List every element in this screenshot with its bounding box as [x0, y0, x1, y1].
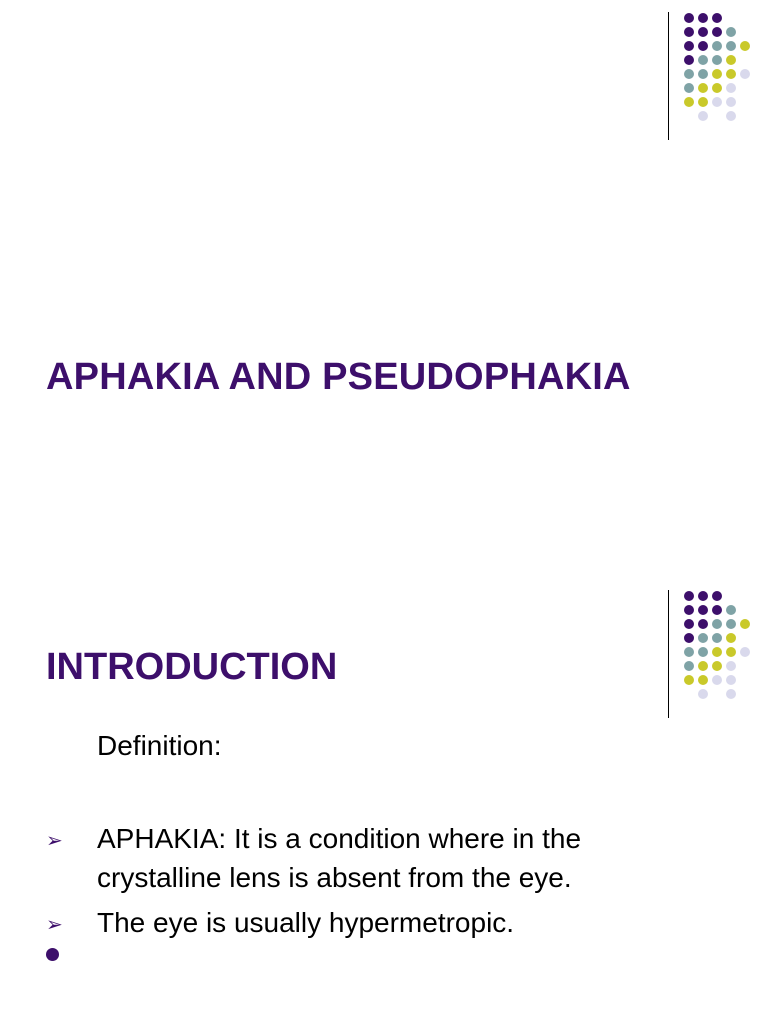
decorative-dot-grid	[668, 590, 758, 720]
dot-mark	[726, 689, 736, 699]
dot-mark	[712, 97, 722, 107]
arrow-bullet-icon: ➢	[46, 830, 63, 852]
dot-mark	[712, 619, 722, 629]
dot-mark	[698, 633, 708, 643]
dot-mark	[726, 675, 736, 685]
dot-mark	[698, 97, 708, 107]
dot-mark	[712, 675, 722, 685]
dot-mark	[684, 591, 694, 601]
bullet-dot-icon	[46, 948, 59, 961]
dot-grid-graphic	[668, 12, 758, 142]
dot-mark	[712, 633, 722, 643]
dot-mark	[726, 41, 736, 51]
dot-mark	[712, 591, 722, 601]
dot-mark	[684, 13, 694, 23]
list-item-text: APHAKIA: It is a condition where in the crystalline lens is absent from the eye.	[97, 823, 582, 893]
dot-mark	[726, 633, 736, 643]
dot-mark	[698, 13, 708, 23]
dot-mark	[684, 675, 694, 685]
dot-mark	[712, 69, 722, 79]
dot-mark	[740, 619, 750, 629]
dot-mark	[726, 605, 736, 615]
dot-mark	[726, 83, 736, 93]
slide-introduction	[0, 512, 768, 1024]
dot-mark	[726, 69, 736, 79]
dot-mark	[684, 27, 694, 37]
dot-mark	[698, 675, 708, 685]
dot-mark	[684, 605, 694, 615]
dot-mark	[726, 111, 736, 121]
dot-mark	[712, 55, 722, 65]
dot-grid-graphic	[668, 590, 758, 720]
dot-mark	[684, 633, 694, 643]
dot-mark	[698, 41, 708, 51]
dot-mark	[726, 619, 736, 629]
arrow-bullet-icon: ➢	[46, 914, 63, 936]
dot-mark	[726, 27, 736, 37]
dot-mark	[698, 661, 708, 671]
dot-mark	[698, 69, 708, 79]
dot-mark	[740, 647, 750, 657]
dot-mark	[698, 605, 708, 615]
dot-mark	[684, 41, 694, 51]
dot-mark	[698, 55, 708, 65]
dot-mark	[698, 27, 708, 37]
list-item-text: Definition:	[97, 730, 222, 761]
dot-mark	[684, 83, 694, 93]
dot-mark	[740, 69, 750, 79]
dot-mark	[726, 97, 736, 107]
dot-mark	[684, 69, 694, 79]
dot-mark	[684, 661, 694, 671]
section-heading: INTRODUCTION	[46, 646, 338, 688]
dot-mark	[712, 41, 722, 51]
list-item-text: The eye is usually hypermetropic.	[97, 907, 515, 938]
dot-mark	[712, 13, 722, 23]
dot-mark	[698, 689, 708, 699]
dot-mark	[698, 111, 708, 121]
dot-mark	[726, 647, 736, 657]
dot-mark	[740, 41, 750, 51]
decorative-dot-grid	[668, 12, 758, 142]
dot-mark	[698, 619, 708, 629]
dot-mark	[698, 647, 708, 657]
dot-mark	[712, 661, 722, 671]
dot-mark	[684, 55, 694, 65]
slide-title-text: APHAKIA AND PSEUDOPHAKIA	[46, 356, 631, 398]
dot-mark	[684, 647, 694, 657]
dot-mark	[726, 55, 736, 65]
dot-mark	[712, 83, 722, 93]
dot-mark	[726, 661, 736, 671]
dot-mark	[712, 27, 722, 37]
dot-mark	[684, 619, 694, 629]
dot-mark	[698, 83, 708, 93]
dot-mark	[712, 647, 722, 657]
dot-mark	[684, 97, 694, 107]
dot-mark	[698, 591, 708, 601]
dot-mark	[712, 605, 722, 615]
